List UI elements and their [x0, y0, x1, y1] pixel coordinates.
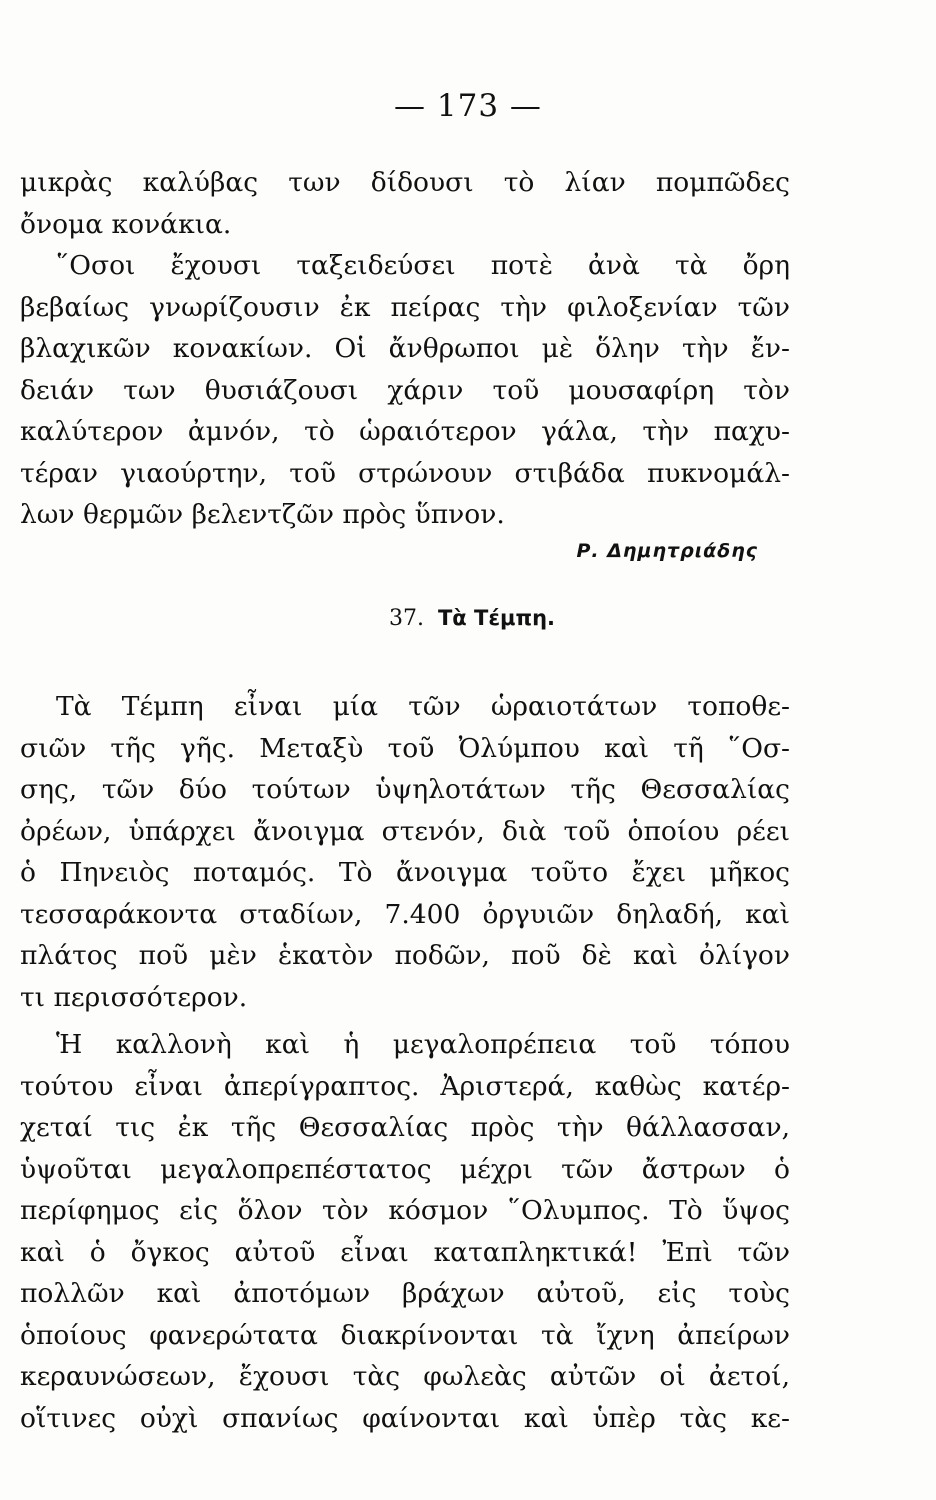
text-line: ὀρέων, ὑπάρχει ἄνοιγμα στενόν, διὰ τοῦ ὁποίου ρέει — [20, 815, 790, 847]
passage-olympus — [20, 1024, 790, 1439]
text-line: ὁποίους φανερώτατα διακρίνονται τὰ ἴχνη ἀπείρων — [20, 1319, 790, 1351]
text-line: ῞Οσοι ἔχουσι ταξειδεύσει ποτὲ ἀνὰ τὰ ὄρη — [56, 250, 790, 281]
section-number: 37. — [388, 606, 424, 631]
text-line: πλάτος ποῦ μὲν ἑκατὸν ποδῶν, ποῦ δὲ καὶ ὀλίγον — [20, 940, 790, 971]
text-line: σης, τῶν δύο τούτων ὑψηλοτάτων τῆς Θεσσαλίας — [20, 774, 790, 805]
text-line: χεταί τις ἐκ τῆς Θεσσαλίας πρὸς τὴν θάλλασσαν, — [20, 1112, 790, 1143]
text-line: ὑψοῦται μεγαλοπρεπέστατος μέχρι τῶν ἄστρων ὁ — [20, 1153, 790, 1185]
section-title: Τὰ Τέμπη. — [437, 606, 556, 630]
text-line: τέραν γιαούρτην, τοῦ στρώνουν στιβάδα πυκνομάλ- — [20, 457, 790, 489]
text-line: ὄνομα κονάκια. — [20, 208, 232, 240]
text-line: οἵτινες οὐχὶ σπανίως φαίνονται καὶ ὑπὲρ τὰς κε- — [20, 1402, 790, 1434]
text-line: σιῶν τῆς γῆς. Μεταξὺ τοῦ Ὀλύμπου καὶ τῆ ῞Οσ- — [20, 732, 790, 764]
text-line: τούτου εἶναι ἀπερίγραπτος. Ἀριστερά, καθὼς κατέρ- — [20, 1070, 790, 1102]
author-signature: Ρ. Δημητριάδης — [576, 540, 758, 562]
text-line: τι περισσότερον. — [20, 981, 248, 1013]
passage-tempe-intro — [20, 686, 790, 1018]
text-line: μικρὰς καλύβας των δίδουσι τὸ λίαν πομπῶδες — [20, 167, 790, 198]
text-line: βεβαίως γνωρίζουσιν ἐκ πείρας τὴν φιλοξενίαν τῶν — [20, 291, 790, 323]
page-number: — 173 — — [394, 88, 542, 124]
passage-konakia — [20, 162, 790, 536]
text-line: δειάν των θυσιάζουσι χάριν τοῦ μουσαφίρη τὸν — [20, 374, 790, 406]
text-line: ὁ Πηνειὸς ποταμός. Τὸ ἄνοιγμα τοῦτο ἔχει μῆκος — [20, 857, 790, 888]
text-line: κεραυνώσεων, ἔχουσι τὰς φωλεὰς αὐτῶν οἱ ἀετοί, — [20, 1361, 790, 1392]
text-line: βλαχικῶν κονακίων. Οἱ ἄνθρωποι μὲ ὅλην τὴν ἔν- — [20, 333, 790, 364]
text-line: καλύτερον ἀμνόν, τὸ ὡραιότερον γάλα, τὴν παχυ- — [20, 416, 790, 447]
text-line: λων θερμῶν βελεντζῶν πρὸς ὕπνον. — [20, 499, 505, 530]
text-line: Ἡ καλλονὴ καὶ ἡ μεγαλοπρέπεια τοῦ τόπου — [56, 1029, 790, 1060]
text-line: Τὰ Τέμπη εἶναι μία τῶν ὡραιοτάτων τοποθε- — [56, 691, 790, 722]
text-line: πολλῶν καὶ ἀποτόμων βράχων αὐτοῦ, εἰς τοὺς — [20, 1278, 790, 1309]
section-heading — [0, 606, 936, 631]
text-line: τεσσαράκοντα σταδίων, 7.400 ὀργυιῶν δηλαδή, καὶ — [20, 898, 790, 930]
text-line: καὶ ὁ ὄγκος αὐτοῦ εἶναι καταπληκτικά! Ἐπὶ τῶν — [20, 1236, 790, 1268]
text-line: περίφημος εἰς ὅλον τὸν κόσμον ῞Ολυμπος. Τὸ ὕψος — [20, 1195, 790, 1226]
